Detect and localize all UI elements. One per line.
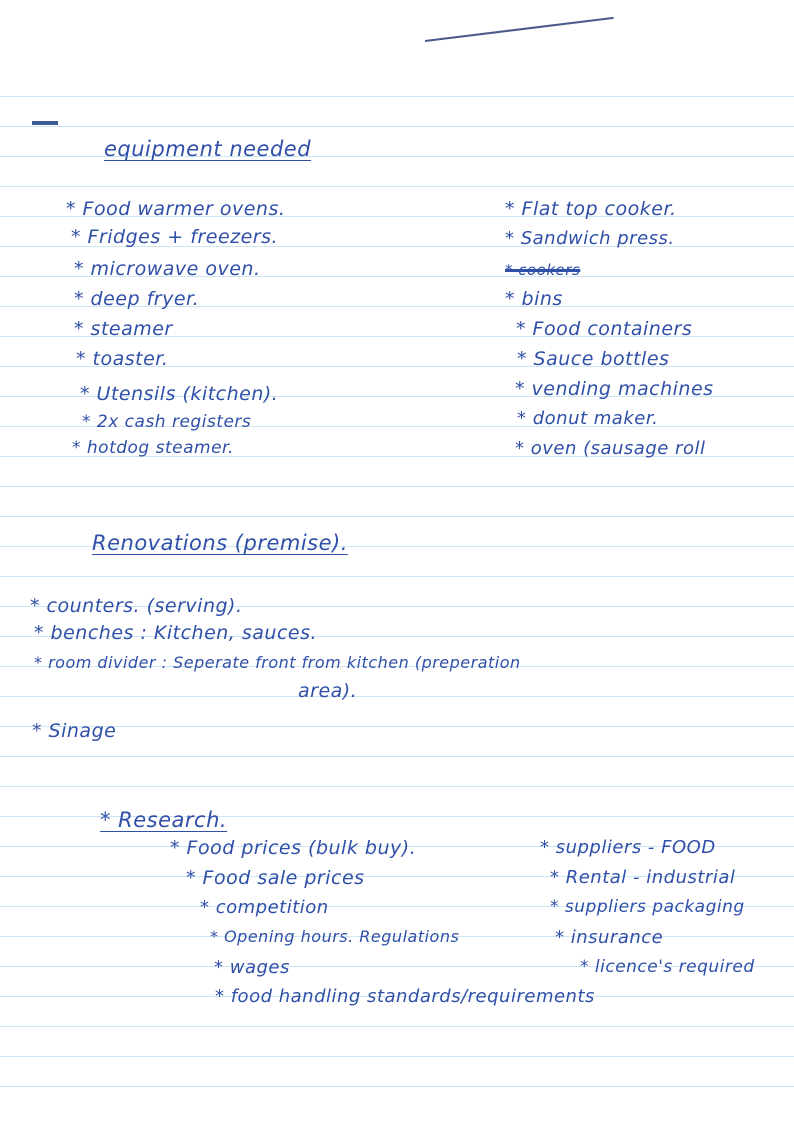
ruled-line bbox=[0, 126, 794, 127]
research-right-item: * insurance bbox=[555, 927, 664, 948]
ruled-line bbox=[0, 96, 794, 97]
ruled-line bbox=[0, 516, 794, 517]
ruled-line bbox=[0, 486, 794, 487]
equipment-left-item: * Fridges + freezers. bbox=[71, 226, 279, 248]
equipment-right-item: * Flat top cooker. bbox=[505, 198, 677, 220]
research-left-item: * competition bbox=[200, 897, 329, 918]
ruled-line bbox=[0, 1056, 794, 1057]
equipment-right-item: * oven (sausage roll bbox=[515, 438, 706, 459]
research-left-item: * food handling standards/requirements bbox=[215, 986, 595, 1007]
equipment-left-item: * deep fryer. bbox=[74, 288, 200, 310]
equipment-left-item: * hotdog steamer. bbox=[72, 438, 234, 458]
equipment-left-item: * Food warmer ovens. bbox=[66, 198, 286, 220]
ruled-line bbox=[0, 756, 794, 757]
equipment-left-item: * 2x cash registers bbox=[82, 412, 252, 432]
renovations-item: * counters. (serving). bbox=[30, 595, 243, 617]
research-right-item: * Rental - industrial bbox=[550, 867, 736, 888]
ruled-line bbox=[0, 1026, 794, 1027]
research-heading: * Research. bbox=[100, 808, 228, 832]
renovations-item: * benches : Kitchen, sauces. bbox=[34, 622, 318, 644]
equipment-left-item: * microwave oven. bbox=[74, 258, 261, 280]
ruled-line bbox=[0, 696, 794, 697]
equipment-heading: equipment needed bbox=[104, 137, 312, 161]
equipment-left-item: * Utensils (kitchen). bbox=[80, 383, 279, 405]
ruled-line bbox=[0, 1086, 794, 1087]
pen-stroke bbox=[425, 17, 614, 42]
renovations-item: * room divider : Seperate front from kitchen (preperation bbox=[34, 653, 521, 672]
research-left-item: * Opening hours. Regulations bbox=[210, 927, 460, 946]
equipment-left-item: * steamer bbox=[74, 318, 173, 340]
equipment-right-item: * Food containers bbox=[516, 318, 693, 340]
equipment-left-item: * toaster. bbox=[76, 348, 169, 370]
equipment-right-item: * donut maker. bbox=[517, 408, 659, 429]
margin-mark bbox=[32, 121, 58, 125]
renovations-item: area). bbox=[298, 680, 358, 702]
research-right-item: * suppliers - FOOD bbox=[540, 837, 716, 858]
ruled-line bbox=[0, 186, 794, 187]
ruled-line bbox=[0, 726, 794, 727]
renovations-heading: Renovations (premise). bbox=[92, 531, 348, 555]
equipment-right-item-crossed: * cookers bbox=[505, 261, 581, 279]
research-right-item: * licence's required bbox=[580, 957, 755, 977]
equipment-right-item: * Sauce bottles bbox=[517, 348, 670, 370]
equipment-right-item: * vending machines bbox=[515, 378, 714, 400]
ruled-line bbox=[0, 576, 794, 577]
equipment-right-item: * Sandwich press. bbox=[505, 228, 675, 249]
research-left-item: * Food sale prices bbox=[186, 867, 365, 889]
equipment-right-item: * bins bbox=[505, 288, 563, 310]
research-left-item: * Food prices (bulk buy). bbox=[170, 837, 417, 859]
renovations-item: * Sinage bbox=[32, 720, 117, 742]
ruled-line bbox=[0, 786, 794, 787]
research-left-item: * wages bbox=[214, 957, 290, 978]
research-right-item: * suppliers packaging bbox=[550, 897, 745, 917]
